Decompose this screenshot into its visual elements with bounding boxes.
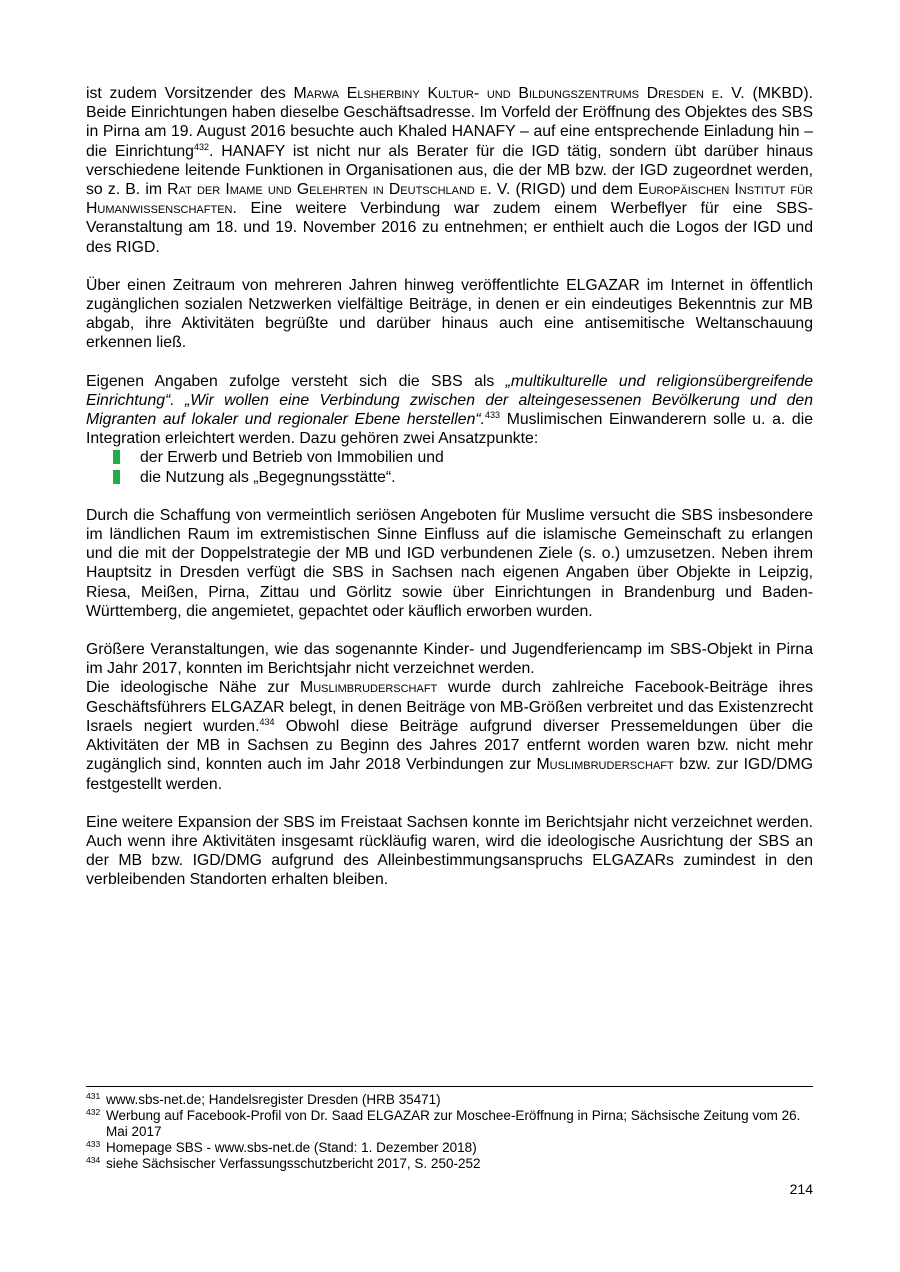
footnote-431: $^{431}$ www.sbs-net.de; Handelsregister Dresden (HRB 35471) [86,1091,441,1107]
bullet-marker [113,450,120,464]
footnote-ref-434[interactable]: 434 [259,716,275,727]
footnote-ref-432[interactable]: 432 [193,141,209,152]
footnote-divider [86,1086,813,1087]
footnote-434: $^{434}$ siehe Sächsischer Verfassungsschutzbericht 2017, S. 250-252 [86,1155,481,1171]
paragraph-2: Über einen Zeitraum von mehreren Jahren hinweg veröffentlichte ELGAZAR im Internet in öffentlich zugänglichen sozialen Netzwerken vielfältige Beiträge, in denen er ein eindeutiges Bekenntnis zur MB abgab, ihre Aktivitäten begrüßte und darüber hinaus auch eine antisemitische Weltanschauung erkennen ließ. [86,276,813,352]
list-item: die Nutzung als „Begegnungsstätte“. [86,468,813,487]
footnote-433: $^{433}$ Homepage SBS - www.sbs-net.de (Stand: 1. Dezember 2018) [86,1139,477,1155]
paragraph-1: ist zudem Vorsitzender des Marwa Elsherbiny Kultur- und Bildungszentrums Dresden e. V. (MKBD). Beide Einrichtungen haben dieselbe Geschäftsadresse. Im Vorfeld der Eröffnung des Objektes des SBS in Pirna am 19. August 2016 besuchte auch Khaled HANAFY – auf eine entsprechende Einladung hin – die Einrichtung$^{432}$. HANAFY ist nicht nur als Berater für die IGD tätig, sondern übt darüber hinaus verschiedene leitende Funktionen in Organisationen aus, die der MB bzw. der IGD zugeordnet werden, so z. B. im Rat der Imame und Gelehrten in Deutschland e. V. (RIGD) und dem Europäischen Institut für Humanwissenschaften. Eine weitere Verbindung war zudem einem Werbeflyer für eine SBS-Veranstaltung am 18. und 19. November 2016 zu entnehmen; er enthielt auch die Logos der IGD und des RIGD. [86,85,813,256]
org-name-mkbd: Marwa Elsherbiny Kultur- und Bildungszentrums Dresden e. V. [293,85,745,102]
org-name-rigd: Rat der Imame und Gelehrten in Deutschland e. V. [167,181,511,199]
org-name-institute: Europäischen Institut für Humanwissenschaften [86,181,813,218]
paragraph-5: Größere Veranstaltungen, wie das sogenannte Kinder- und Jugendferiencamp im SBS-Objekt in Pirna im Jahr 2017, konnten im Berichtsjahr nicht verzeichnet werden. [86,641,813,678]
footnote-ref-433[interactable]: 433 [485,410,501,421]
list-item: der Erwerb und Betrieb von Immobilien und [86,448,813,467]
org-name-muslimbruderschaft: Muslimbruderschaft [300,679,438,697]
paragraph-3: Eigenen Angaben zufolge versteht sich die SBS als „multikulturelle und religionsübergreifende Einrichtung“. „Wir wollen eine Verbindung zwischen der alteingesessenen Bevölkerung und den Migranten auf lokaler und regionaler Ebene herstellen“.$^{433}$ Muslimischen Einwanderern solle u. a. die Integration erleichtert werden. Dazu gehören zwei Ansatzpunkte: [86,372,813,448]
paragraph-6: Die ideologische Nähe zur Muslimbruderschaft wurde durch zahlreiche Facebook-Beiträge ihres Geschäftsführers ELGAZAR belegt, in denen Beiträge von MB-Größen verbreitet und das Existenzrecht Israels negiert wurden.$^{434}$ Obwohl diese Beiträge aufgrund diverser Pressemeldungen über die Aktivitäten der MB in Sachsen zu Beginn des Jahres 2017 entfernt worden waren bzw. nicht mehr zugänglich sind, konnten auch im Jahr 2018 Verbindungen zur Muslimbruderschaft bzw. zur IGD/DMG festgestellt werden. [86,679,814,793]
self-description-quote: „multikulturelle und religionsübergreifende Einrichtung“. „Wir wollen eine Verbindung zwischen der alteingesessenen Bevölkerung und den Migranten auf lokaler und regionaler Ebene herstellen“. [86,372,813,429]
org-name-muslimbruderschaft: Muslimbruderschaft [536,756,674,774]
bullet-marker [113,470,120,484]
paragraph-4: Durch die Schaffung von vermeintlich seriösen Angeboten für Muslime versucht die SBS insbesondere im ländlichen Raum im extremistischen Sinne Einfluss auf die islamische Gemeinschaft zu erlangen und die mit der Doppelstrategie der MB und IGD verbundenen Ziele (s. o.) umzusetzen. Neben ihrem Hauptsitz in Dresden verfügt die SBS in Sachsen nach eigenen Angaben über Objekte in Leipzig, Riesa, Meißen, Pirna, Zittau und Görlitz sowie über Einrichtungen in Brandenburg und Baden-Württemberg, die angemietet, gepachtet oder käuflich erworben wurden. [86,506,813,620]
approach-list [86,448,813,486]
page-number: 214 [789,1181,813,1197]
footnote-432: $^{432}$ Werbung auf Facebook-Profil von Dr. Saad ELGAZAR zur Moschee-Eröffnung in Pirna; Sächsische Zeitung vom 26. Mai 2017 [86,1107,801,1139]
footnotes [86,1086,813,1172]
page-body [86,84,813,909]
paragraph-7: Eine weitere Expansion der SBS im Freistaat Sachsen konnte im Berichtsjahr nicht verzeichnet werden. Auch wenn ihre Aktivitäten insgesamt rückläufig waren, wird die ideologische Ausrichtung der SBS an der MB bzw. IGD/DMG aufgrund des Alleinbestimmungsanspruchs ELGAZARs zumindest in den verbleibenden Standorten erhalten bleiben. [86,813,813,889]
